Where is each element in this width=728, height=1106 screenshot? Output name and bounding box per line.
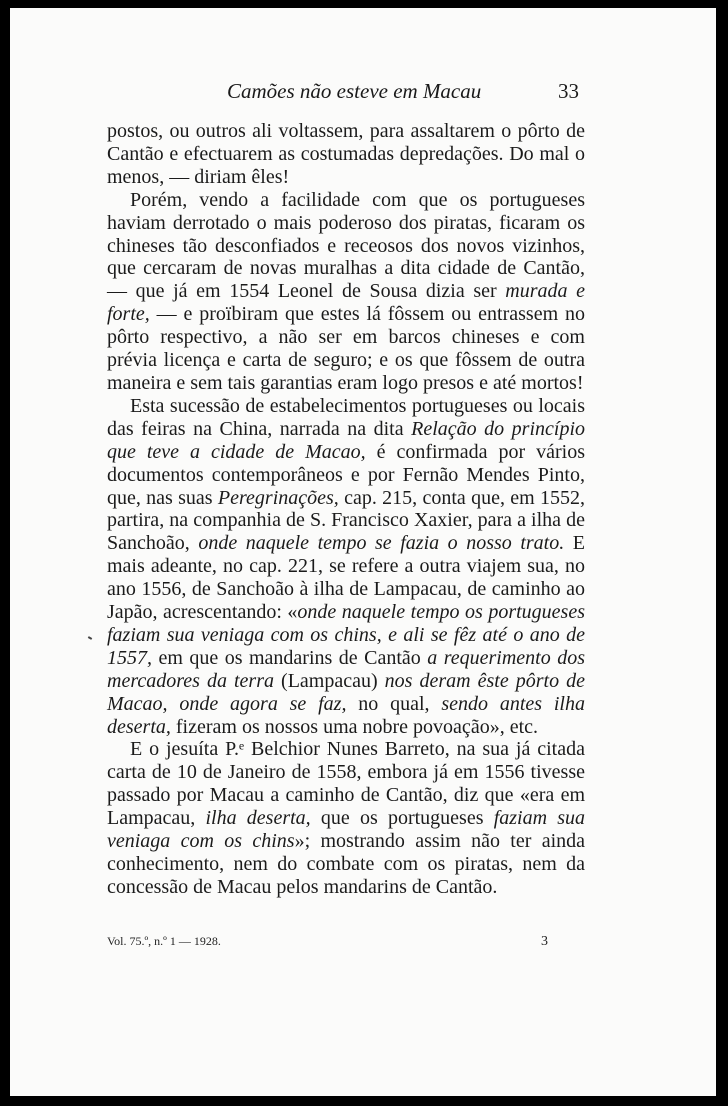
italic-text: onde naquele tempo se fazia o nosso trato. (198, 532, 565, 555)
text-run: no qual, (346, 692, 442, 715)
paragraph (107, 189, 585, 395)
paragraph (107, 395, 585, 739)
italic-text: a requerimento dos mercadores da terra (107, 646, 585, 692)
text-run: E o jesuíta P.ᵉ Belchior Nunes Barreto, na sua já citada carta de 10 de Janeiro de 1558, embora já em 1556 tivesse passado por Macau a caminho de Cantão, diz que «era em Lampacau, (107, 738, 585, 830)
italic-text: nos deram êste pôrto de Macao, onde agora se faz, (107, 669, 585, 715)
text-run: postos, ou outros ali voltassem, para assaltarem o pôrto de Cantão e efectuarem as costumadas depredações. Do mal o menos, — diriam êles! (107, 120, 585, 188)
text-run: (Lampacau) (274, 669, 385, 692)
body-text (107, 120, 585, 899)
italic-text: onde naquele tempo os portugueses faziam sua veniaga com os chins, e ali se fêz até o ano de 1557, (107, 601, 585, 669)
text-run: que os portugueses (310, 807, 494, 830)
volume-signature: Vol. 75.º, n.º 1 — 1928. (107, 934, 221, 948)
running-title: Camões não esteve em Macau (227, 79, 482, 103)
italic-text: faziam sua veniaga com os chins (107, 807, 586, 853)
text-run: Porém, vendo a facilidade com que os portugueses haviam derrotado o mais poderoso dos piratas, ficaram os chineses tão desconfiados e receosos dos novos vizinhos, que cercaram de novas muralhas a dita cidade de Cantão, — que já em 1554 Leonel de Sousa dizia ser (107, 188, 585, 303)
text-run: Esta sucessão de estabelecimentos portugueses ou locais das feiras na China, narrada na dita (107, 394, 585, 440)
running-header (10, 79, 716, 105)
italic-text: Peregrinações, (217, 486, 339, 509)
italic-text: murada e forte, (107, 280, 585, 326)
text-run: — e proïbiram que estes lá fôssem ou entrassem no pôrto respectivo, a não ser em barcos chineses e com prévia licença e carta de seguro; e os que fôssem de outra maneira e sem tais garantias eram logo presos e até mortos! (107, 303, 585, 394)
paragraph (107, 738, 585, 898)
italic-text: ilha deserta, (205, 807, 311, 830)
italic-text: Relação do princípio que teve a cidade de Macao, (107, 417, 586, 463)
page-footer (10, 934, 716, 954)
text-run: é confirmada por vários documentos contemporâneos e por Fernão Mendes Pinto, que, nas suas (107, 440, 585, 509)
print-speck (88, 636, 92, 640)
gathering-number: 3 (541, 934, 548, 949)
page (10, 8, 716, 1096)
paragraph (107, 120, 585, 189)
text-run: »; mostrando assim não ter ainda conhecimento, nem do combate com os piratas, nem da concessão de Macau pelos mandarins de Cantão. (107, 830, 586, 898)
italic-text: sendo antes ilha deserta, (107, 692, 585, 738)
text-run: cap. 215, conta que, em 1552, partira, na companhia de S. Francisco Xaxier, para a ilha de Sanchoão, (107, 486, 586, 555)
text-run: E mais adeante, no cap. 221, se refere a outra viajem sua, no ano 1556, de Sanchoão à ilha de Lampacau, de caminho ao Japão, acrescentando: « (107, 532, 585, 624)
page-number: 33 (558, 79, 579, 103)
text-run: em que os mandarins de Cantão (152, 646, 428, 669)
text-run: fizeram os nossos uma nobre povoação», etc. (170, 715, 538, 738)
